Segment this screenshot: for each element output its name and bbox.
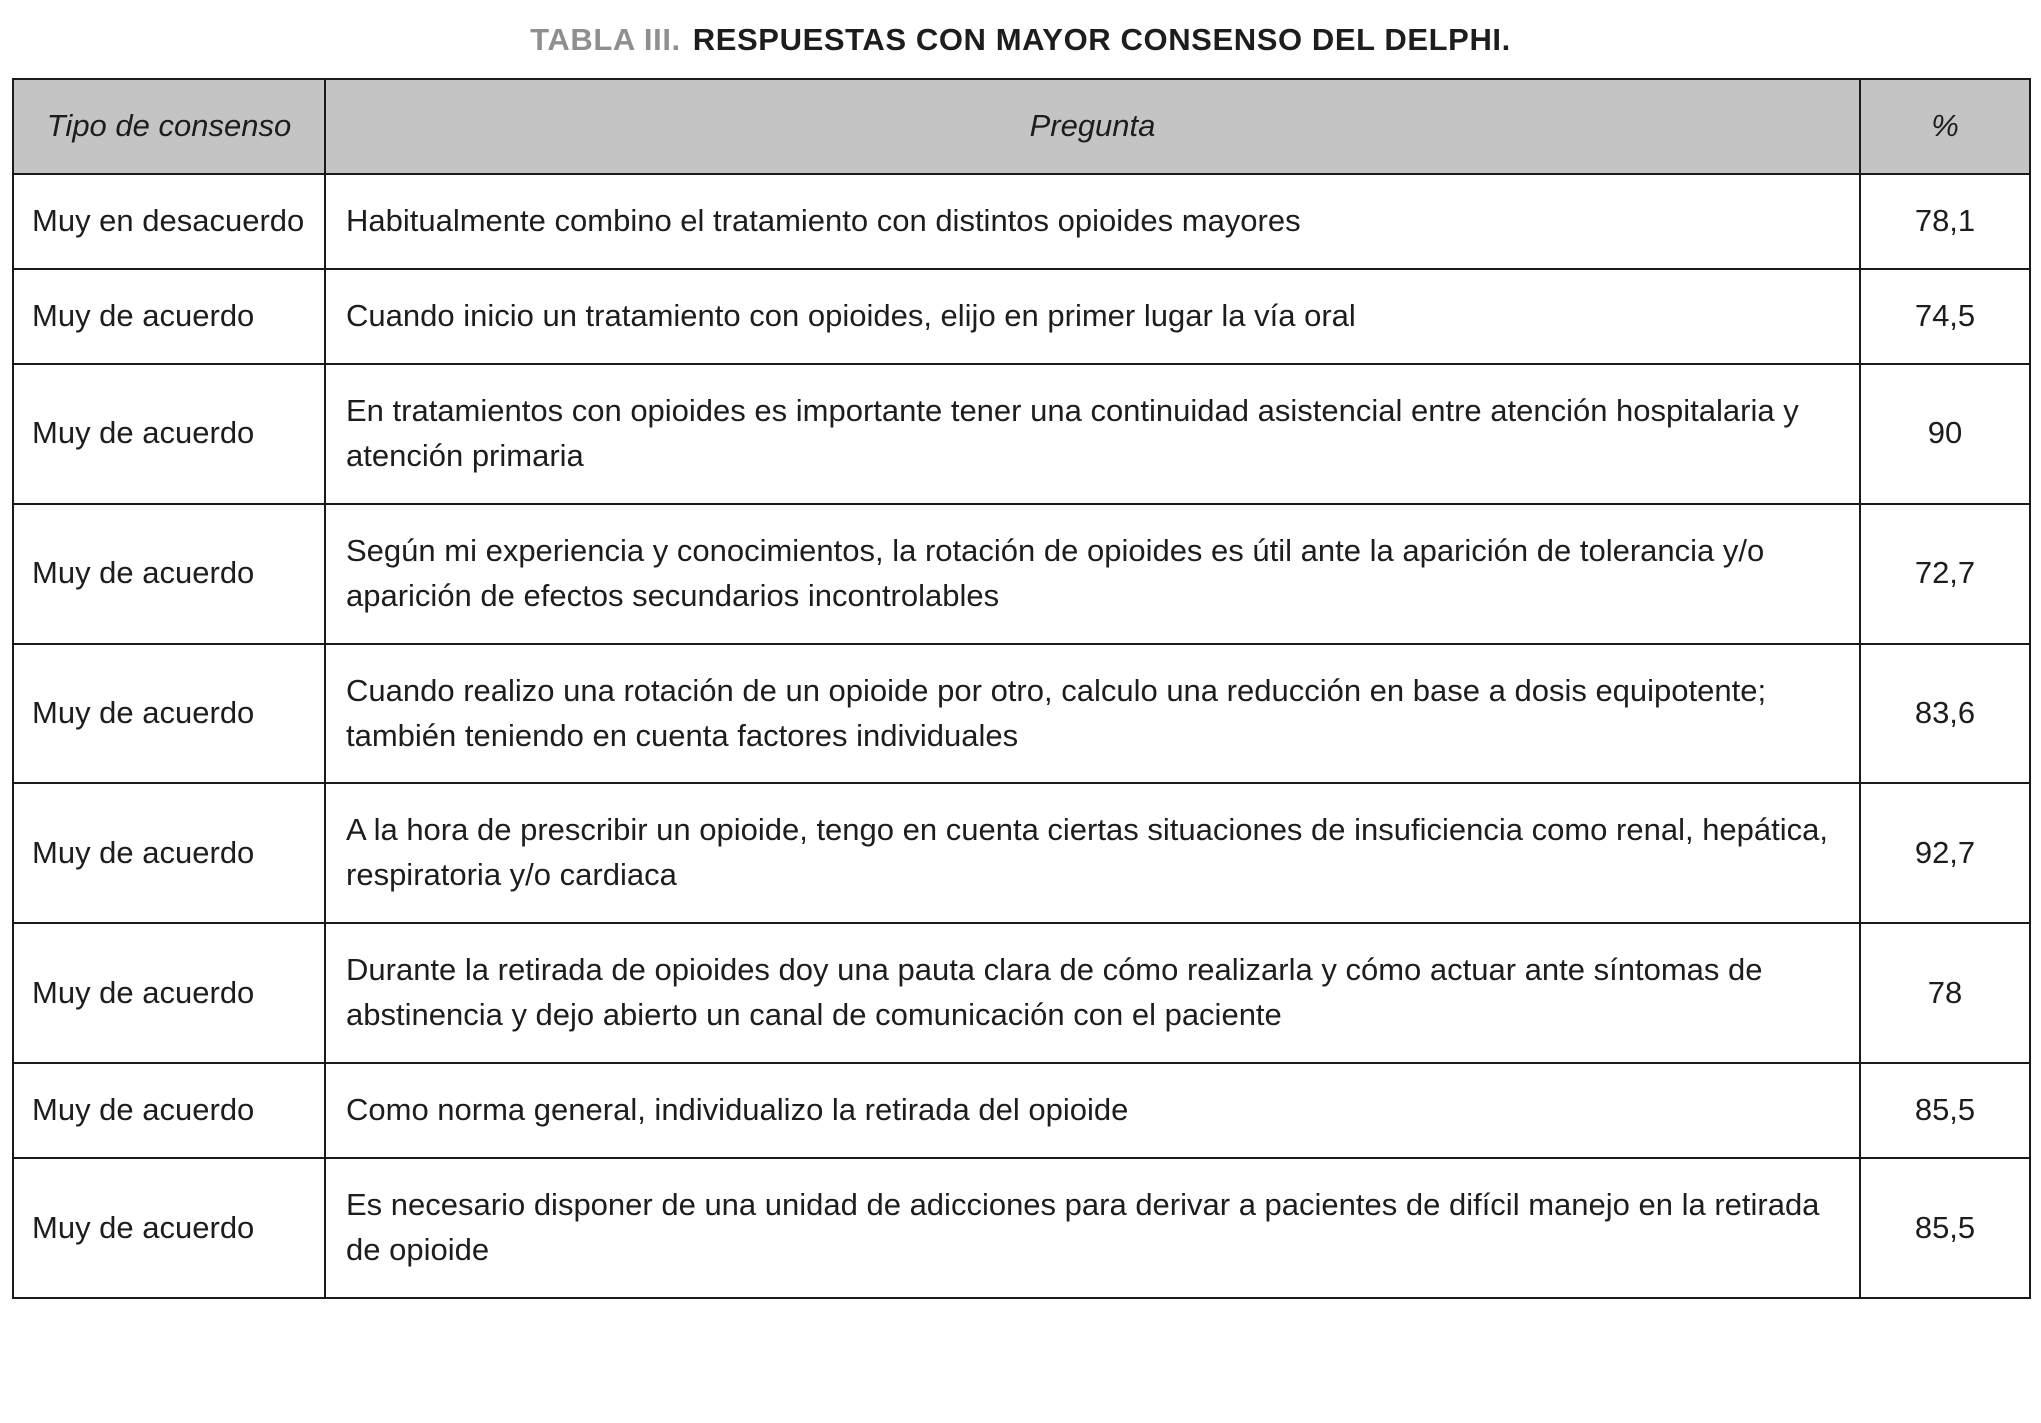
cell-consenso: Muy en desacuerdo (13, 174, 325, 269)
cell-pregunta: Cuando realizo una rotación de un opioide por otro, calculo una reducción en base a dosis equipotente; también teniendo en cuenta factores individuales (325, 644, 1860, 784)
col-header-tipo-consenso: Tipo de consenso (13, 79, 325, 174)
table-title-label: TABLA III. (530, 22, 681, 57)
cell-percent: 90 (1860, 364, 2030, 504)
cell-pregunta: En tratamientos con opioides es importante tener una continuidad asistencial entre atención hospitalaria y atención primaria (325, 364, 1860, 504)
cell-consenso: Muy de acuerdo (13, 269, 325, 364)
table-row (13, 923, 2030, 1063)
cell-consenso: Muy de acuerdo (13, 783, 325, 923)
cell-consenso: Muy de acuerdo (13, 1158, 325, 1298)
header-row (13, 79, 2030, 174)
cell-pregunta: Es necesario disponer de una unidad de adicciones para derivar a pacientes de difícil manejo en la retirada de opioide (325, 1158, 1860, 1298)
cell-percent: 92,7 (1860, 783, 2030, 923)
cell-consenso: Muy de acuerdo (13, 1063, 325, 1158)
cell-percent: 72,7 (1860, 504, 2030, 644)
cell-pregunta: Habitualmente combino el tratamiento con distintos opioides mayores (325, 174, 1860, 269)
table-row (13, 504, 2030, 644)
cell-percent: 83,6 (1860, 644, 2030, 784)
table-row (13, 1063, 2030, 1158)
col-header-percent: % (1860, 79, 2030, 174)
cell-pregunta: Según mi experiencia y conocimientos, la rotación de opioides es útil ante la aparición de tolerancia y/o aparición de efectos secundarios incontrolables (325, 504, 1860, 644)
table-row (13, 783, 2030, 923)
table-row (13, 644, 2030, 784)
table-row (13, 364, 2030, 504)
cell-consenso: Muy de acuerdo (13, 644, 325, 784)
cell-percent: 85,5 (1860, 1158, 2030, 1298)
cell-consenso: Muy de acuerdo (13, 923, 325, 1063)
cell-consenso: Muy de acuerdo (13, 504, 325, 644)
cell-pregunta: Cuando inicio un tratamiento con opioides, elijo en primer lugar la vía oral (325, 269, 1860, 364)
consensus-table (12, 78, 2031, 1299)
cell-consenso: Muy de acuerdo (13, 364, 325, 504)
table-title (12, 22, 2029, 58)
cell-percent: 74,5 (1860, 269, 2030, 364)
cell-pregunta: Como norma general, individualizo la retirada del opioide (325, 1063, 1860, 1158)
col-header-pregunta: Pregunta (325, 79, 1860, 174)
cell-pregunta: Durante la retirada de opioides doy una pauta clara de cómo realizarla y cómo actuar ante síntomas de abstinencia y dejo abierto un canal de comunicación con el paciente (325, 923, 1860, 1063)
cell-percent: 85,5 (1860, 1063, 2030, 1158)
cell-pregunta: A la hora de prescribir un opioide, tengo en cuenta ciertas situaciones de insuficiencia como renal, hepática, respiratoria y/o cardiaca (325, 783, 1860, 923)
cell-percent: 78,1 (1860, 174, 2030, 269)
table-row (13, 174, 2030, 269)
table-row (13, 269, 2030, 364)
table-title-text: RESPUESTAS CON MAYOR CONSENSO DEL DELPHI. (692, 22, 1511, 57)
table-row (13, 1158, 2030, 1298)
cell-percent: 78 (1860, 923, 2030, 1063)
